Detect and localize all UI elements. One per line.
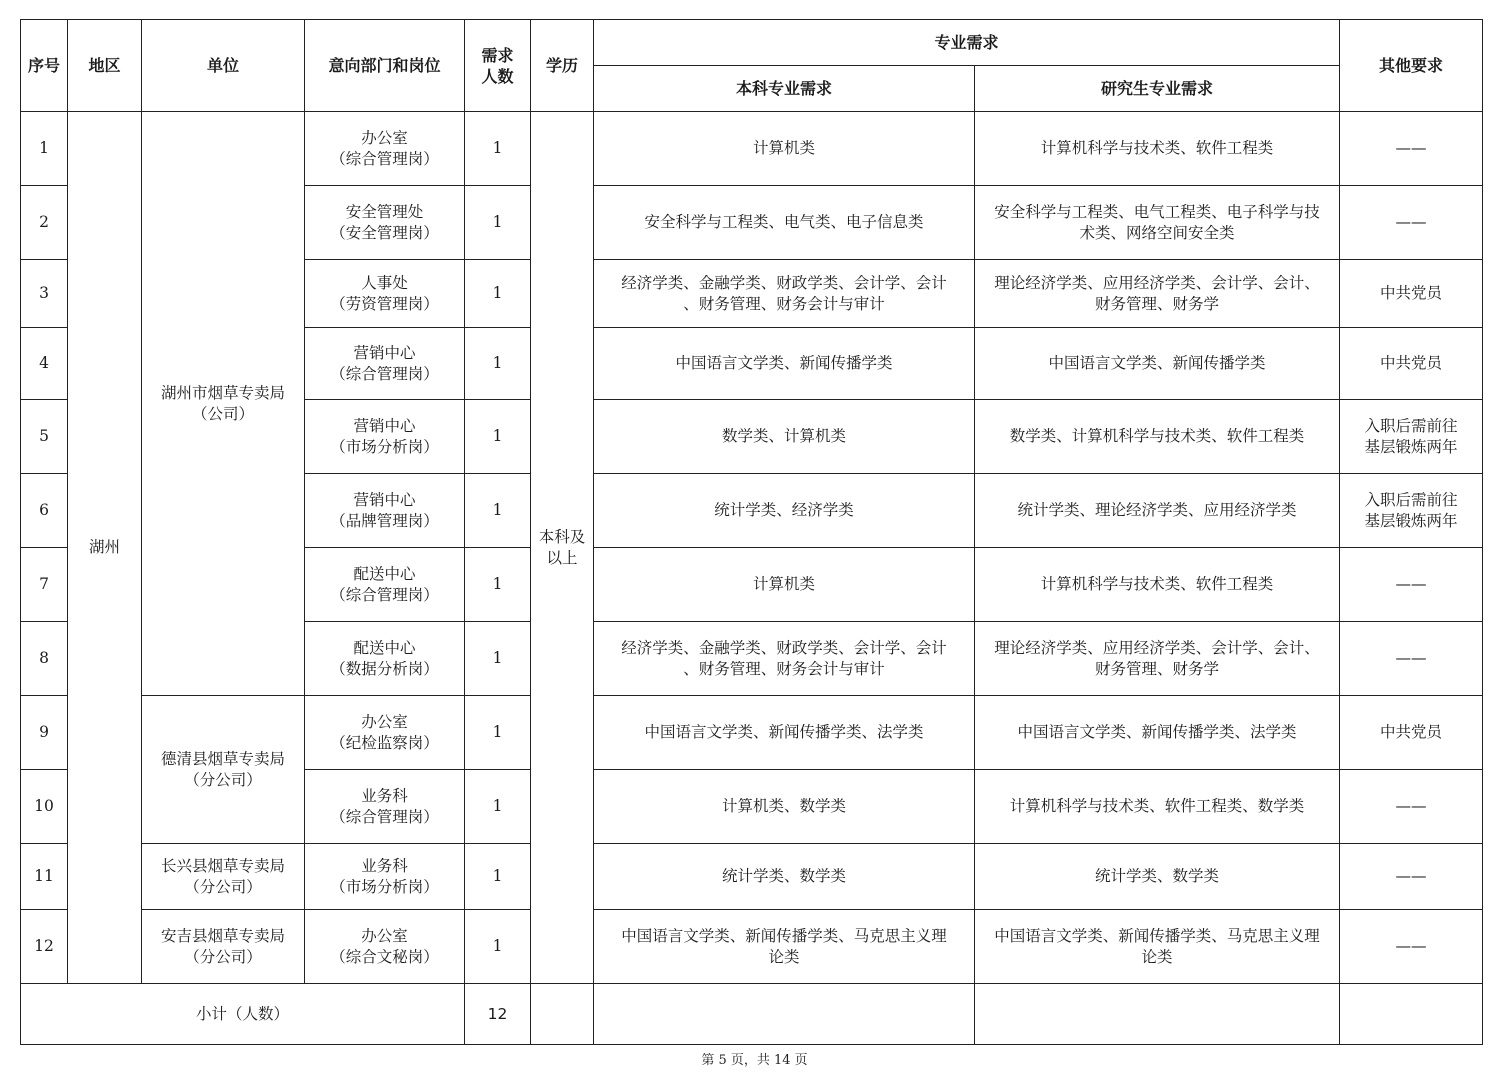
graduate-cell (975, 910, 1340, 984)
graduate-cell-line: 中国语言文学类、新闻传播学类 (1048, 354, 1266, 372)
subtotal-empty-other (1340, 984, 1483, 1045)
other-cell (1340, 260, 1483, 328)
subtotal-empty-edu (531, 984, 594, 1045)
bachelor-cell (594, 260, 975, 328)
count-cell: 1 (465, 112, 531, 186)
row-seq: 4 (21, 328, 68, 400)
count-cell: 1 (465, 548, 531, 622)
header-dept: 意向部门和岗位 (305, 20, 465, 112)
graduate-cell-line: 计算机科学与技术类、软件工程类 (1040, 575, 1274, 593)
graduate-cell-line: 安全科学与工程类、电气工程类、电子科学与技 (994, 202, 1320, 221)
other-cell-line: 中共党员 (1380, 354, 1443, 372)
bachelor-cell-line: 、财务管理、财务会计与审计 (683, 294, 885, 313)
bachelor-cell (594, 400, 975, 474)
unit-cell (142, 844, 305, 910)
bachelor-cell-line: 数学类、计算机类 (721, 427, 846, 445)
graduate-cell-line: 理论经济学类、应用经济学类、会计学、会计、 (994, 638, 1320, 657)
graduate-cell-line: 术类、网络空间安全类 (1079, 223, 1235, 242)
count-cell: 1 (465, 400, 531, 474)
graduate-cell (975, 328, 1340, 400)
header-major: 专业需求 (594, 20, 1340, 66)
header-unit: 单位 (142, 20, 305, 112)
bachelor-cell-line: 经济学类、金融学类、财政学类、会计学、会计 (621, 638, 947, 657)
bachelor-cell (594, 186, 975, 260)
bachelor-cell (594, 770, 975, 844)
bachelor-cell (594, 622, 975, 696)
bachelor-cell (594, 910, 975, 984)
education-cell-line: 本科及 (538, 527, 586, 546)
table-body (21, 112, 1483, 1045)
unit-cell-line: 湖州市烟草专卖局 (160, 383, 285, 402)
other-cell-line: —— (1395, 139, 1427, 157)
dept-cell (305, 400, 465, 474)
bachelor-cell-line: 统计学类、数学类 (721, 867, 846, 885)
region-cell: 湖州 (68, 112, 142, 984)
unit-cell-line: 长兴县烟草专卖局 (160, 856, 285, 875)
unit-cell (142, 910, 305, 984)
header-bachelor: 本科专业需求 (594, 66, 975, 112)
dept-cell (305, 328, 465, 400)
bachelor-cell-line: 统计学类、经济学类 (714, 501, 854, 519)
row-seq: 8 (21, 622, 68, 696)
graduate-cell (975, 260, 1340, 328)
graduate-cell-line: 中国语言文学类、新闻传播学类、马克思主义理 (994, 926, 1320, 945)
graduate-cell-line: 数学类、计算机科学与技术类、软件工程类 (1009, 427, 1305, 445)
dept-cell-line: （综合管理岗） (330, 585, 439, 604)
other-cell (1340, 474, 1483, 548)
bachelor-cell (594, 548, 975, 622)
dept-cell-line: （安全管理岗） (330, 223, 439, 242)
dept-cell-line: （市场分析岗） (330, 877, 439, 896)
dept-cell-line: （数据分析岗） (330, 659, 439, 678)
dept-cell (305, 844, 465, 910)
count-cell: 1 (465, 474, 531, 548)
subtotal-empty-bachelor (594, 984, 975, 1045)
graduate-cell-line: 统计学类、理论经济学类、应用经济学类 (1017, 501, 1297, 519)
unit-cell (142, 112, 305, 696)
bachelor-cell (594, 844, 975, 910)
row-seq: 12 (21, 910, 68, 984)
bachelor-cell-line: 计算机类 (752, 139, 815, 157)
other-cell-line: 入职后需前往 (1364, 416, 1458, 435)
education-cell (531, 112, 594, 984)
other-cell (1340, 844, 1483, 910)
other-cell (1340, 186, 1483, 260)
dept-cell (305, 910, 465, 984)
row-seq: 3 (21, 260, 68, 328)
graduate-cell (975, 548, 1340, 622)
other-cell-line: —— (1395, 867, 1427, 885)
row-seq: 10 (21, 770, 68, 844)
other-cell (1340, 112, 1483, 186)
bachelor-cell (594, 328, 975, 400)
dept-cell (305, 474, 465, 548)
other-cell (1340, 622, 1483, 696)
other-cell-line: —— (1395, 575, 1427, 593)
graduate-cell-line: 理论经济学类、应用经济学类、会计学、会计、 (994, 273, 1320, 292)
unit-cell-line: （分公司） (184, 947, 262, 966)
graduate-cell (975, 696, 1340, 770)
dept-cell (305, 260, 465, 328)
table-row (21, 910, 1483, 984)
count-cell: 1 (465, 328, 531, 400)
dept-cell-line: 办公室 (361, 926, 408, 945)
header-region: 地区 (68, 20, 142, 112)
subtotal-label: 小计（人数） (21, 984, 465, 1045)
bachelor-cell (594, 696, 975, 770)
row-seq: 11 (21, 844, 68, 910)
dept-cell-line: 业务科 (361, 856, 408, 875)
other-cell (1340, 910, 1483, 984)
row-seq: 9 (21, 696, 68, 770)
dept-cell (305, 186, 465, 260)
other-cell-line: 中共党员 (1380, 723, 1443, 741)
dept-cell-line: 配送中心 (353, 638, 416, 657)
dept-cell-line: 办公室 (361, 712, 408, 731)
count-cell: 1 (465, 186, 531, 260)
dept-cell-line: 人事处 (361, 273, 408, 292)
other-cell (1340, 548, 1483, 622)
graduate-cell-line: 财务管理、财务学 (1095, 659, 1220, 678)
dept-cell-line: 办公室 (361, 128, 408, 147)
other-cell-line: 入职后需前往 (1364, 490, 1458, 509)
recruitment-table (20, 19, 1483, 1045)
graduate-cell-line: 统计学类、数学类 (1095, 867, 1220, 885)
bachelor-cell-line: 、财务管理、财务会计与审计 (683, 659, 885, 678)
graduate-cell (975, 844, 1340, 910)
count-cell: 1 (465, 770, 531, 844)
count-cell: 1 (465, 844, 531, 910)
bachelor-cell (594, 474, 975, 548)
dept-cell-line: （劳资管理岗） (330, 294, 439, 313)
table-row (21, 696, 1483, 770)
graduate-cell-line: 中国语言文学类、新闻传播学类、法学类 (1017, 723, 1297, 741)
header-edu: 学历 (531, 20, 594, 112)
dept-cell-line: （综合管理岗） (330, 364, 439, 383)
header-count (465, 20, 531, 112)
row-seq: 7 (21, 548, 68, 622)
dept-cell-line: 业务科 (361, 786, 408, 805)
subtotal-empty-graduate (975, 984, 1340, 1045)
graduate-cell (975, 186, 1340, 260)
other-cell-line: 中共党员 (1380, 284, 1443, 302)
bachelor-cell-line: 安全科学与工程类、电气类、电子信息类 (644, 213, 924, 231)
bachelor-cell-line: 计算机类、数学类 (721, 797, 846, 815)
dept-cell-line: 安全管理处 (345, 202, 424, 221)
graduate-cell (975, 400, 1340, 474)
bachelor-cell-line: 计算机类 (752, 575, 815, 593)
header-seq: 序号 (21, 20, 68, 112)
dept-cell-line: 营销中心 (353, 416, 416, 435)
row-seq: 5 (21, 400, 68, 474)
count-cell: 1 (465, 260, 531, 328)
dept-cell-line: 配送中心 (353, 564, 416, 583)
unit-cell-line: （公司） (191, 404, 254, 423)
graduate-cell-line: 财务管理、财务学 (1095, 294, 1220, 313)
row-seq: 6 (21, 474, 68, 548)
subtotal-count: 12 (465, 984, 531, 1045)
education-cell-line: 以上 (546, 548, 578, 567)
unit-cell-line: （分公司） (184, 770, 262, 789)
header-graduate: 研究生专业需求 (975, 66, 1340, 112)
dept-cell (305, 770, 465, 844)
unit-cell (142, 696, 305, 844)
dept-cell (305, 622, 465, 696)
dept-cell (305, 548, 465, 622)
dept-cell (305, 112, 465, 186)
other-cell-line: —— (1395, 649, 1427, 667)
unit-cell-line: 德清县烟草专卖局 (160, 749, 285, 768)
header-other: 其他要求 (1340, 20, 1483, 112)
other-cell-line: —— (1395, 937, 1427, 955)
dept-cell-line: 营销中心 (353, 343, 416, 362)
bachelor-cell (594, 112, 975, 186)
graduate-cell (975, 622, 1340, 696)
other-cell-line: —— (1395, 213, 1427, 231)
dept-cell (305, 696, 465, 770)
header-count-text: 需求人数 (481, 45, 514, 86)
graduate-cell-line: 论类 (1141, 947, 1173, 966)
graduate-cell-line: 计算机科学与技术类、软件工程类、数学类 (1009, 797, 1305, 815)
other-cell-line: —— (1395, 797, 1427, 815)
dept-cell-line: （综合管理岗） (330, 149, 439, 168)
table-row (21, 844, 1483, 910)
graduate-cell (975, 112, 1340, 186)
dept-cell-line: （市场分析岗） (330, 437, 439, 456)
unit-cell-line: 安吉县烟草专卖局 (160, 926, 285, 945)
graduate-cell-line: 计算机科学与技术类、软件工程类 (1040, 139, 1274, 157)
dept-cell-line: （综合管理岗） (330, 807, 439, 826)
other-cell (1340, 696, 1483, 770)
bachelor-cell-line: 中国语言文学类、新闻传播学类、马克思主义理 (621, 926, 947, 945)
count-cell: 1 (465, 622, 531, 696)
page-footer: 第 5 页，共 14 页 (701, 1053, 808, 1068)
dept-cell-line: （纪检监察岗） (330, 733, 439, 752)
other-cell (1340, 328, 1483, 400)
other-cell (1340, 770, 1483, 844)
bachelor-cell-line: 论类 (768, 947, 800, 966)
table-row (21, 112, 1483, 186)
other-cell (1340, 400, 1483, 474)
bachelor-cell-line: 中国语言文学类、新闻传播学类、法学类 (644, 723, 924, 741)
other-cell-line: 基层锻炼两年 (1364, 437, 1458, 456)
bachelor-cell-line: 中国语言文学类、新闻传播学类 (675, 354, 893, 372)
row-seq: 2 (21, 186, 68, 260)
graduate-cell (975, 474, 1340, 548)
bachelor-cell-line: 经济学类、金融学类、财政学类、会计学、会计 (621, 273, 947, 292)
dept-cell-line: （品牌管理岗） (330, 511, 439, 530)
count-cell: 1 (465, 696, 531, 770)
row-seq: 1 (21, 112, 68, 186)
graduate-cell (975, 770, 1340, 844)
other-cell-line: 基层锻炼两年 (1364, 511, 1458, 530)
dept-cell-line: （综合文秘岗） (330, 947, 439, 966)
unit-cell-line: （分公司） (184, 877, 262, 896)
dept-cell-line: 营销中心 (353, 490, 416, 509)
count-cell: 1 (465, 910, 531, 984)
